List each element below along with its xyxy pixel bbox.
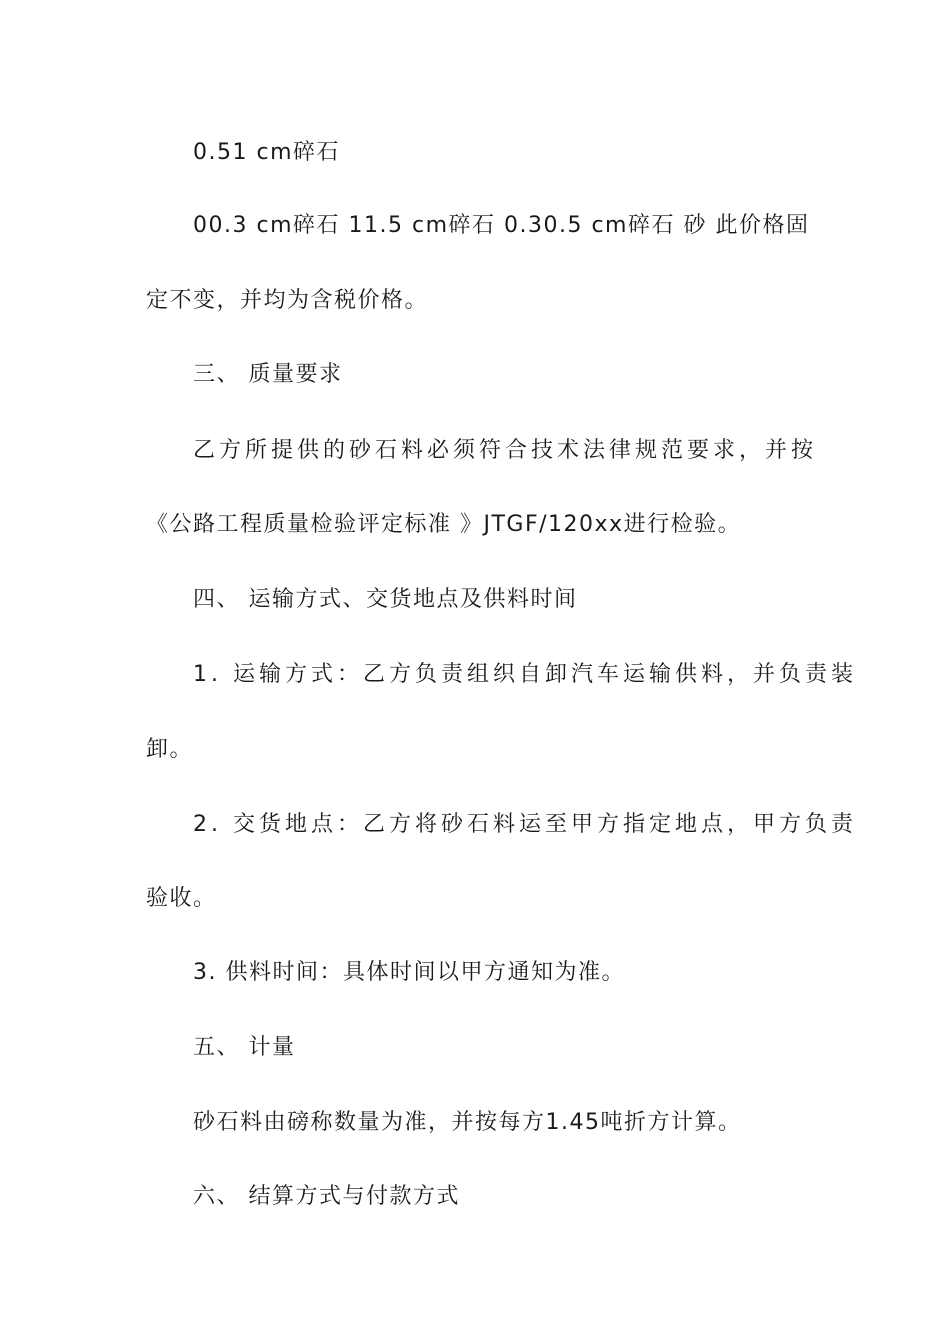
- section-heading: 三、 质量要求: [193, 362, 343, 387]
- list-item: 1. 运输方式：乙方负责组织自卸汽车运输供料，并负责装: [193, 662, 857, 687]
- list-item: 2. 交货地点：乙方将砂石料运至甲方指定地点，甲方负责: [193, 812, 857, 837]
- paragraph-line: 验收。: [146, 886, 217, 911]
- section-heading: 六、 结算方式与付款方式: [193, 1184, 460, 1209]
- paragraph-line: 乙方所提供的砂石料必须符合技术法律规范要求，并按: [193, 438, 818, 463]
- section-heading: 五、 计量: [193, 1035, 296, 1060]
- paragraph-line: 定不变，并均为含税价格。: [146, 288, 429, 313]
- section-heading: 四、 运输方式、交货地点及供料时间: [193, 587, 578, 612]
- paragraph-line: 《公路工程质量检验评定标准 》JTGF/120xx进行检验。: [146, 512, 742, 537]
- list-item: 3. 供料时间：具体时间以甲方通知为准。: [193, 960, 625, 985]
- paragraph-line: 0.51 cm碎石: [193, 140, 341, 165]
- paragraph-line: 00.3 cm碎石 11.5 cm碎石 0.30.5 cm碎石 砂 此价格固: [193, 213, 810, 238]
- paragraph-line: 砂石料由磅称数量为准，并按每方1.45吨折方计算。: [193, 1110, 742, 1135]
- paragraph-line: 卸。: [146, 737, 194, 762]
